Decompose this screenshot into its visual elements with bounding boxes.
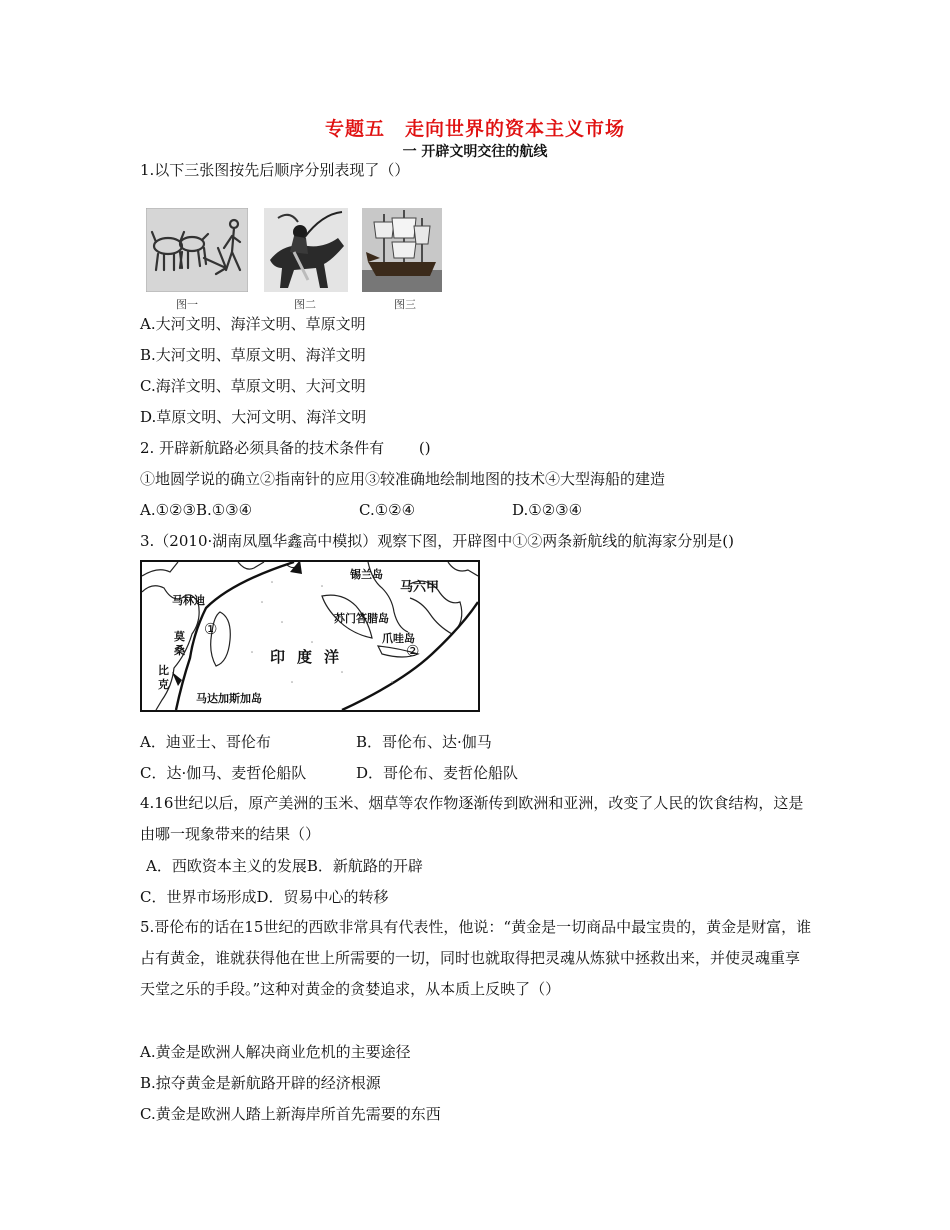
figure-2-horseman-image: [264, 208, 348, 292]
figure-3-sailing-ship-image: [362, 208, 442, 292]
q4-option-cd[interactable]: C．世界市场形成D．贸易中心的转移: [140, 888, 389, 906]
q1-option-a[interactable]: A.大河文明、海洋文明、草原文明: [140, 315, 366, 333]
q1-option-d[interactable]: D.草原文明、大河文明、海洋文明: [140, 408, 367, 426]
map-route-2-marker: ②: [406, 642, 420, 660]
map-label-ceylon: 锡兰岛: [350, 568, 383, 581]
q1-stem: 1.以下三张图按先后顺序分别表现了（）: [140, 161, 410, 179]
q5-stem: 5.哥伦布的话在15世纪的西欧非常具有代表性，他说：“黄金是一切商品中最宝贵的，黄金是财富，谁占有黄金，谁就获得他在世上所需要的一切，同时也就取得把灵魂从炼狱中拯救出来，并使灵魂重享天堂之乐的手段。”这种对黄金的贪婪追求，从本质上反映了（）: [140, 918, 812, 998]
figure-2-caption: 图二: [294, 298, 316, 311]
q5-option-a[interactable]: A.黄金是欧洲人解决商业危机的主要途径: [140, 1043, 411, 1061]
figure-1-plowing-image: [146, 208, 248, 292]
q2-items: ①地圆学说的确立②指南针的应用③较准确地绘制地图的技术④大型海船的建造: [140, 470, 666, 488]
q2-option-c[interactable]: C.①②④: [359, 501, 416, 519]
section-subtitle: 一 开辟文明交往的航线: [402, 144, 548, 160]
q5-option-b[interactable]: B.掠夺黄金是新航路开辟的经济根源: [140, 1074, 381, 1092]
q1-option-b[interactable]: B.大河文明、草原文明、海洋文明: [140, 346, 366, 364]
map-label-mozambique-4: 克: [158, 678, 169, 691]
q3-option-c[interactable]: C．达·伽马、麦哲伦船队: [140, 764, 307, 782]
page-title: 专题五 走向世界的资本主义市场: [324, 118, 625, 140]
map-route-1-marker: ①: [204, 620, 218, 638]
q2-stem: 2. 开辟新航路必须具备的技术条件有 (): [140, 439, 431, 457]
figure-3-caption: 图三: [394, 298, 416, 311]
map-label-mozambique-2: 桑: [174, 644, 185, 657]
q3-option-d[interactable]: D．哥伦布、麦哲伦船队: [356, 764, 519, 782]
indian-ocean-route-map: [140, 560, 480, 712]
q4-option-ab[interactable]: A．西欧资本主义的发展B．新航路的开辟: [146, 857, 423, 875]
figure-1-caption: 图一: [176, 298, 198, 311]
map-label-java: 爪哇岛: [382, 632, 415, 645]
q2-option-d[interactable]: D.①②③④: [512, 501, 583, 519]
q5-option-c[interactable]: C.黄金是欧洲人踏上新海岸所首先需要的东西: [140, 1105, 441, 1123]
map-label-malindi: 马林迪: [172, 594, 205, 607]
map-label-madagascar: 马达加斯加岛: [196, 692, 262, 705]
q4-stem: 4.16世纪以后，原产美洲的玉米、烟草等农作物逐渐传到欧洲和亚洲，改变了人民的饮食结构，这是由哪一现象带来的结果（）: [140, 794, 804, 843]
q3-option-a[interactable]: A．迪亚士、哥伦布: [140, 733, 271, 751]
map-label-sumatra: 苏门答腊岛: [334, 612, 389, 625]
q2-option-ab[interactable]: A.①②③B.①③④: [140, 501, 253, 519]
map-label-malacca: 马六甲: [400, 580, 440, 595]
map-label-indian-ocean: 印度洋: [270, 648, 352, 666]
map-label-mozambique-3: 比: [158, 664, 169, 677]
map-label-mozambique-1: 莫: [174, 630, 185, 643]
q3-stem: 3.（2010·湖南凤凰华鑫高中模拟）观察下图，开辟图中①②两条新航线的航海家分别是(): [140, 532, 734, 550]
q3-option-b[interactable]: B．哥伦布、达·伽马: [356, 733, 492, 751]
q1-option-c[interactable]: C.海洋文明、草原文明、大河文明: [140, 377, 366, 395]
